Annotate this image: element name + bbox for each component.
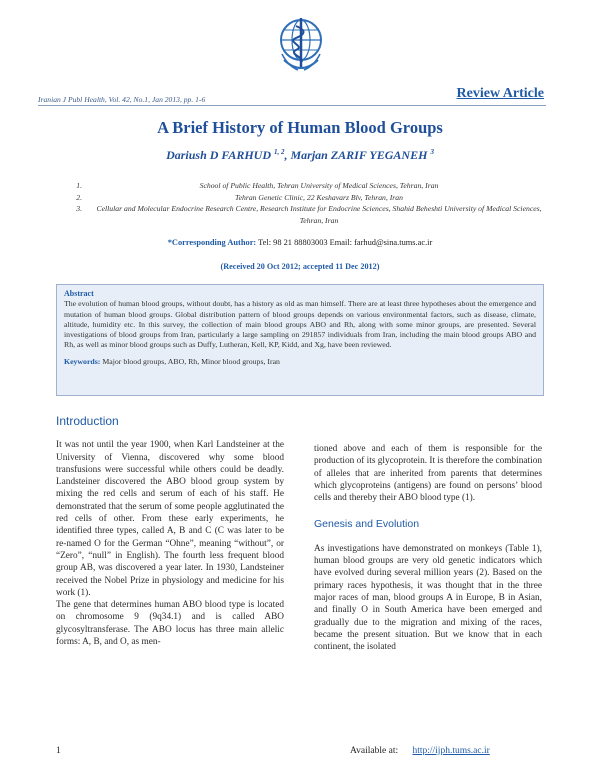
author-1-name: Dariush D FARHUD [166,148,271,162]
author-separator: , [284,148,291,162]
right-paragraph-1: tioned above and each of them is responsible for the production of its glycoprotein. It is therefore the combination of alleles that are inherited from parents that determines which glycoproteins (antigens) are found on persons’ blood cells and thereby their ABO blood type (1). [314,444,542,504]
affiliation-item [60,203,550,226]
who-emblem-logo [278,16,324,78]
footer-availability [350,746,490,756]
affiliation-number: 1. [76,181,82,190]
corresponding-author [0,238,600,247]
corresponding-contact: Tel: 98 21 88803003 Email: farhud@sina.tums.ac.ir [256,238,433,247]
abstract-heading: Abstract [64,289,94,298]
abstract-body: The evolution of human blood groups, without doubt, has a history as old as man himself. There are at least three hypotheses about the emergence and mutation of human blood groups. Global distribution pattern of blood groups depends on various environmental factors, such as disease, climate, altitude, humidity etc. In this survey, the collection of main blood groups ABO and Rh, along with some minor groups, are presented. Several investigations of blood groups from Iran, particularly a large sampling on 291857 individuals from Iran, including the main blood groups ABO and Rh, as well as minor blood groups such as Duffy, Lutheran, Kell, KP, Kidd, and Xg, have been reviewed. [64,299,536,350]
keywords-label: Keywords: [64,356,101,366]
introduction-paragraph-2: The gene that determines human ABO blood type is located on chromosome 9 (9q34.1) and is called ABO glycosyltransferase. The ABO locus has three main allelic forms: A, B, and O, as men- [56,600,284,648]
author-2-affiliation: 3 [430,148,434,156]
received-dates: (Received 20 Oct 2012; accepted 11 Dec 2012) [220,262,380,271]
paper-title: A Brief History of Human Blood Groups [157,118,443,137]
header-divider [38,105,546,106]
affiliation-text: Cellular and Molecular Endocrine Research Centre, Research Institute for Endocrine Sciences, Shahid Beheshti University of Medical Sciences, Tehran, Iran [96,204,542,225]
left-column [56,415,284,648]
author-2-name: Marjan ZARIF YEGANEH [290,148,428,162]
introduction-heading: Introduction [56,414,119,428]
corresponding-label: *Corresponding Author: [167,238,257,247]
available-label: Available at: [350,746,399,756]
affiliation-list [60,180,550,226]
affiliation-text: School of Public Health, Tehran University of Medical Sciences, Tehran, Iran [199,181,439,190]
journal-reference: Iranian J Publ Health, Vol. 42, No.1, Jan 2013, pp. 1-6 [38,95,206,104]
page-number: 1 [56,746,61,756]
keywords-line [64,357,536,367]
affiliation-number: 3. [76,204,82,213]
keywords-text: Major blood groups, ABO, Rh, Minor blood groups, Iran [100,356,280,366]
article-type-label: Review Article [456,86,544,101]
genesis-heading: Genesis and Evolution [314,518,420,531]
abstract-box [56,284,544,396]
genesis-paragraph: As investigations have demonstrated on monkeys (Table 1), human blood groups are very old genetic indicators which have evolved during several million years (2). Based on the primary races hypothesis, it was thought that in the three major races of man, blood groups A in Europe, B in Asian, and finally O in South America have been emerged and gradually due to the migration and mixing of the races, became the present situation. But we know that in each continent, the isolated [314,543,542,653]
author-line [0,148,600,163]
right-column [314,443,542,653]
affiliation-item [60,192,550,204]
introduction-paragraph-1: It was not until the year 1900, when Karl Landsteiner at the University of Vienna, discovered why some blood transfusions were successful while others could be deadly. Landsteiner discovered the ABO blood group system by mixing the red cells and serum of each of his staff. He demonstrated that the serum of some people agglutinated the red cells of other. From these early experiments, he identified three types, called A, B and C (C was later to be re-named O for the German “Ohne”, meaning “without”, or “Zero”, “null” in English). The fourth less frequent blood group AB, was discovered a year later. In 1930, Landsteiner received the Nobel Prize in physiology and medicine for his work (1). [56,440,284,598]
author-1-affiliation: 1, 2 [274,148,285,156]
affiliation-number: 2. [76,192,82,202]
affiliation-item [60,180,550,192]
journal-url-link[interactable]: http://ijph.tums.ac.ir [412,746,490,756]
affiliation-text: Tehran Genetic Clinic, 22 Keshavarz Blv, Tehran, Iran [235,192,403,202]
